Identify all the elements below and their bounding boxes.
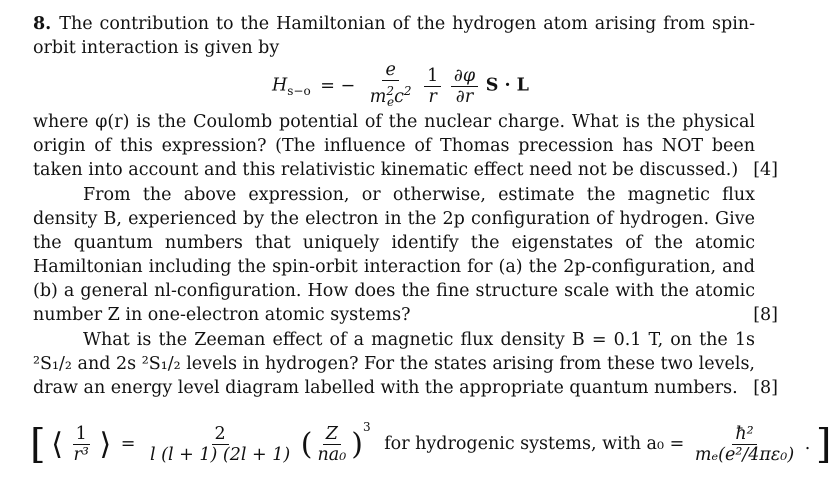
marks-4: [4] [753,160,778,180]
hint-dot: . [804,434,811,454]
spin-orbit-equation [272,60,529,112]
eq-frac1-den-sub: e [387,95,395,110]
hint-close-bracket: ] [815,421,832,468]
hint-formula [30,420,832,468]
paren-open: ( [300,427,313,462]
hint-frac-2 [147,424,293,465]
eq-frac1-den-m: m [369,86,387,107]
eq-frac2-num: 1 [424,66,441,87]
hint-open-bracket: [ [30,421,46,468]
angle-open: ⟨ [51,427,63,462]
eq-frac1-num: e [382,60,398,81]
paragraph-3: What is the Zeeman effect of a magnetic flux density B = 0.1 T, on the 1s ²S₁/₂ and 2s ²S₁/₂ levels in hydrogen? For the states arising from these two levels, draw an energy level diagram labelled with the appropriate quantum numbers. [33,330,755,398]
eq-frac2-den: r [428,86,437,107]
hint-equals: = [120,434,136,454]
paren-close: ) [351,427,363,462]
hint-f3-den: mₑ(e²/4πε₀) [694,445,795,465]
hint-f2-den: na₀ [317,445,347,465]
question-number: 8. [33,14,52,34]
marks-8a: [8] [753,305,778,325]
question-intro [33,12,755,60]
eq-frac1-den-c: c [394,86,404,107]
eq-frac3-den: ∂r [455,86,474,107]
hint-frac-a0 [692,424,797,465]
eq-frac-dphi-dr [451,66,478,107]
hint-avg-den: r³ [73,445,89,465]
paragraph-2: From the above expression, or otherwise, estimate the magnetic flux density B, experienced by the electron in the 2p configuration of hydrogen. Give the quantum numbers that uniquely identify the eigenstates of the atomic Hamiltonian including the spin-orbit interaction for (a) the 2p-configuration, and (b) a general nl-configuration. How does the fine structure scale with the atomic number Z in one-electron atomic systems? [33,185,755,325]
eq-frac1-den-sup2: 2 [403,84,412,98]
eq-s-dot-l: S · L [485,75,529,96]
eq-frac-1-r [424,66,441,107]
angle-close: ⟩ [99,427,112,462]
eq-equals: = − [320,75,356,96]
hint-power: 3 [362,420,371,434]
marks-8b: [8] [753,378,778,398]
hint-avg-num: 1 [73,424,90,445]
question-intro-text: The contribution to the Hamiltonian of the hydrogen atom arising from spin-orbit interaction is given by [33,14,755,58]
hint-f3-num: ħ² [732,424,756,445]
eq-frac1-den-sup: 2 [386,84,394,98]
hint-f1-num: 2 [212,424,229,445]
paragraph-1: where φ(r) is the Coulomb potential of the nuclear charge. What is the physical origin of this expression? (The influence of Thomas precession has NOT been taken into account and this relativistic kinematic effect need not be discussed.) [33,112,755,180]
hint-frac-z [315,424,350,465]
eq-lhs-sub: s−o [287,84,311,99]
hint-f2-num: Z [323,424,341,445]
hint-f1-den: l (l + 1) (2l + 1) [150,445,291,465]
eq-lhs: H [272,75,288,96]
eq-frac3-num: ∂φ [451,66,478,87]
hint-avg-frac [70,424,91,465]
hint-text: for hydrogenic systems, with a₀ = [384,434,685,454]
eq-frac-e-mc2 [367,60,415,112]
